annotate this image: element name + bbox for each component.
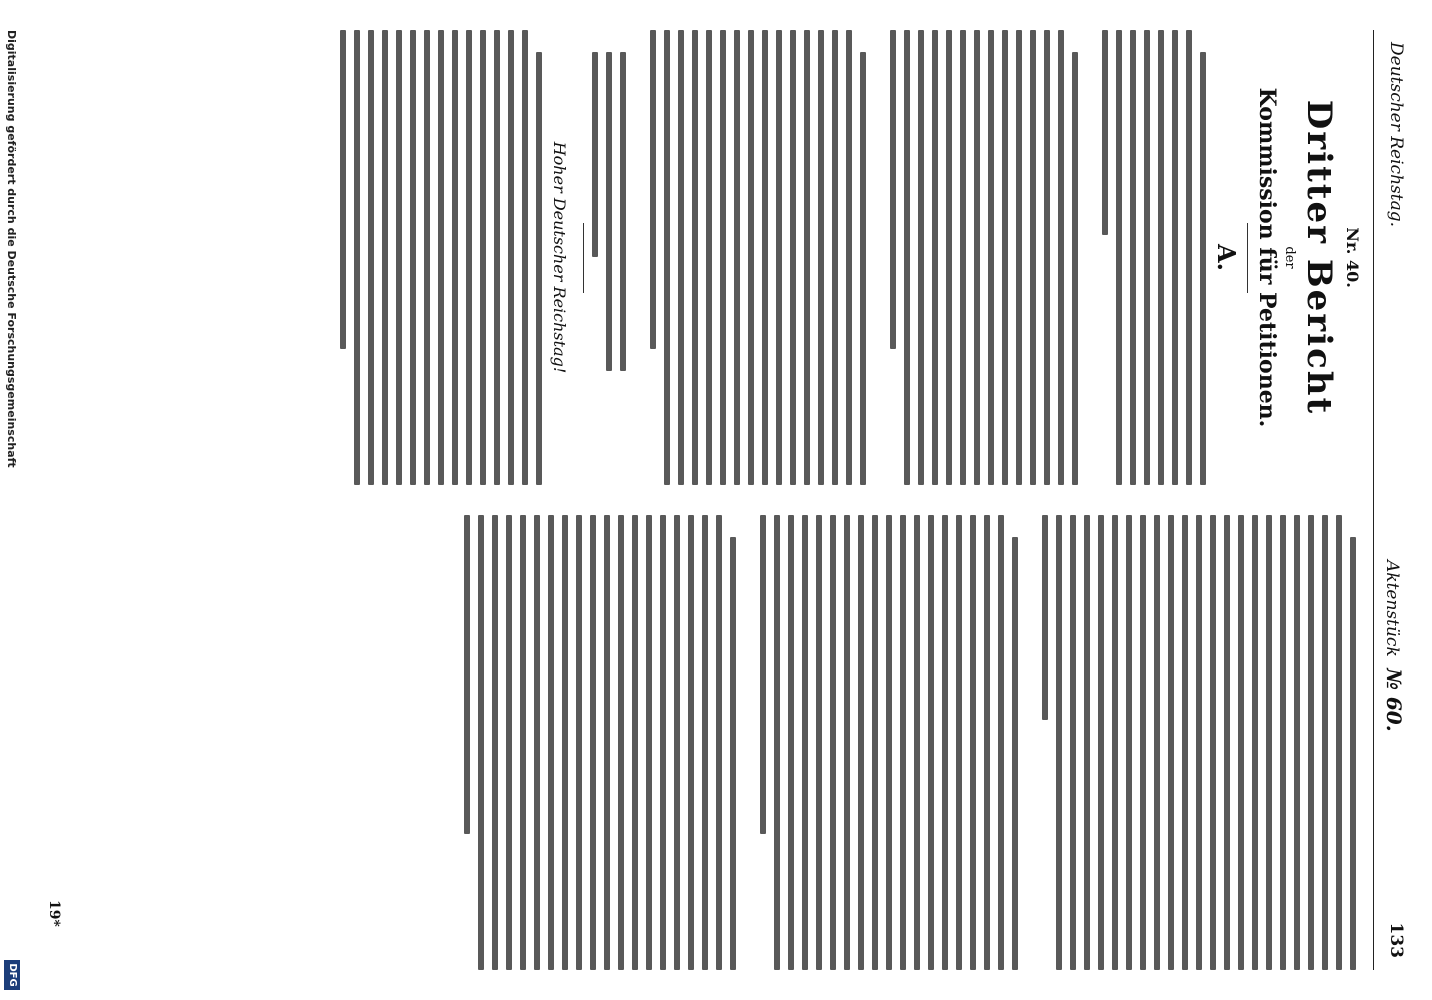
header-document-ref — [1382, 560, 1406, 732]
page-header — [1373, 30, 1414, 970]
divider — [1247, 223, 1248, 293]
text-block-6 — [1042, 515, 1356, 970]
report-number: Nr. 40. — [1343, 227, 1362, 288]
page-signature: 19* — [46, 900, 62, 927]
left-column — [332, 30, 1362, 485]
right-column — [456, 515, 1362, 970]
salutation: Hoher Deutscher Reichstag! — [550, 141, 569, 374]
digitization-text: Digitalisierung gefördert durch die Deutsche Forschungsgemeinschaft — [5, 30, 18, 468]
section-letter: A. — [1212, 244, 1241, 271]
header-page-number: 133 — [1386, 922, 1406, 958]
text-block-8 — [464, 515, 736, 970]
header-aktenstueck-label: Aktenstück — [1382, 560, 1402, 657]
text-block-5 — [340, 30, 542, 485]
report-subtitle: Kommission für Petitionen. — [1254, 87, 1280, 428]
text-block-4 — [592, 30, 626, 485]
text-block-2 — [890, 30, 1078, 485]
text-block-1 — [1102, 30, 1206, 485]
report-der: der — [1282, 246, 1297, 269]
text-block-3 — [650, 30, 866, 485]
header-document-number: № 60. — [1382, 668, 1406, 732]
report-title: Dritter Bericht — [1299, 99, 1339, 416]
dfg-logo-icon: DFG — [4, 960, 20, 990]
text-block-7 — [760, 515, 1018, 970]
divider — [583, 223, 584, 293]
header-publication: Deutscher Reichstag. — [1386, 42, 1406, 227]
digitization-note — [0, 0, 22, 1000]
